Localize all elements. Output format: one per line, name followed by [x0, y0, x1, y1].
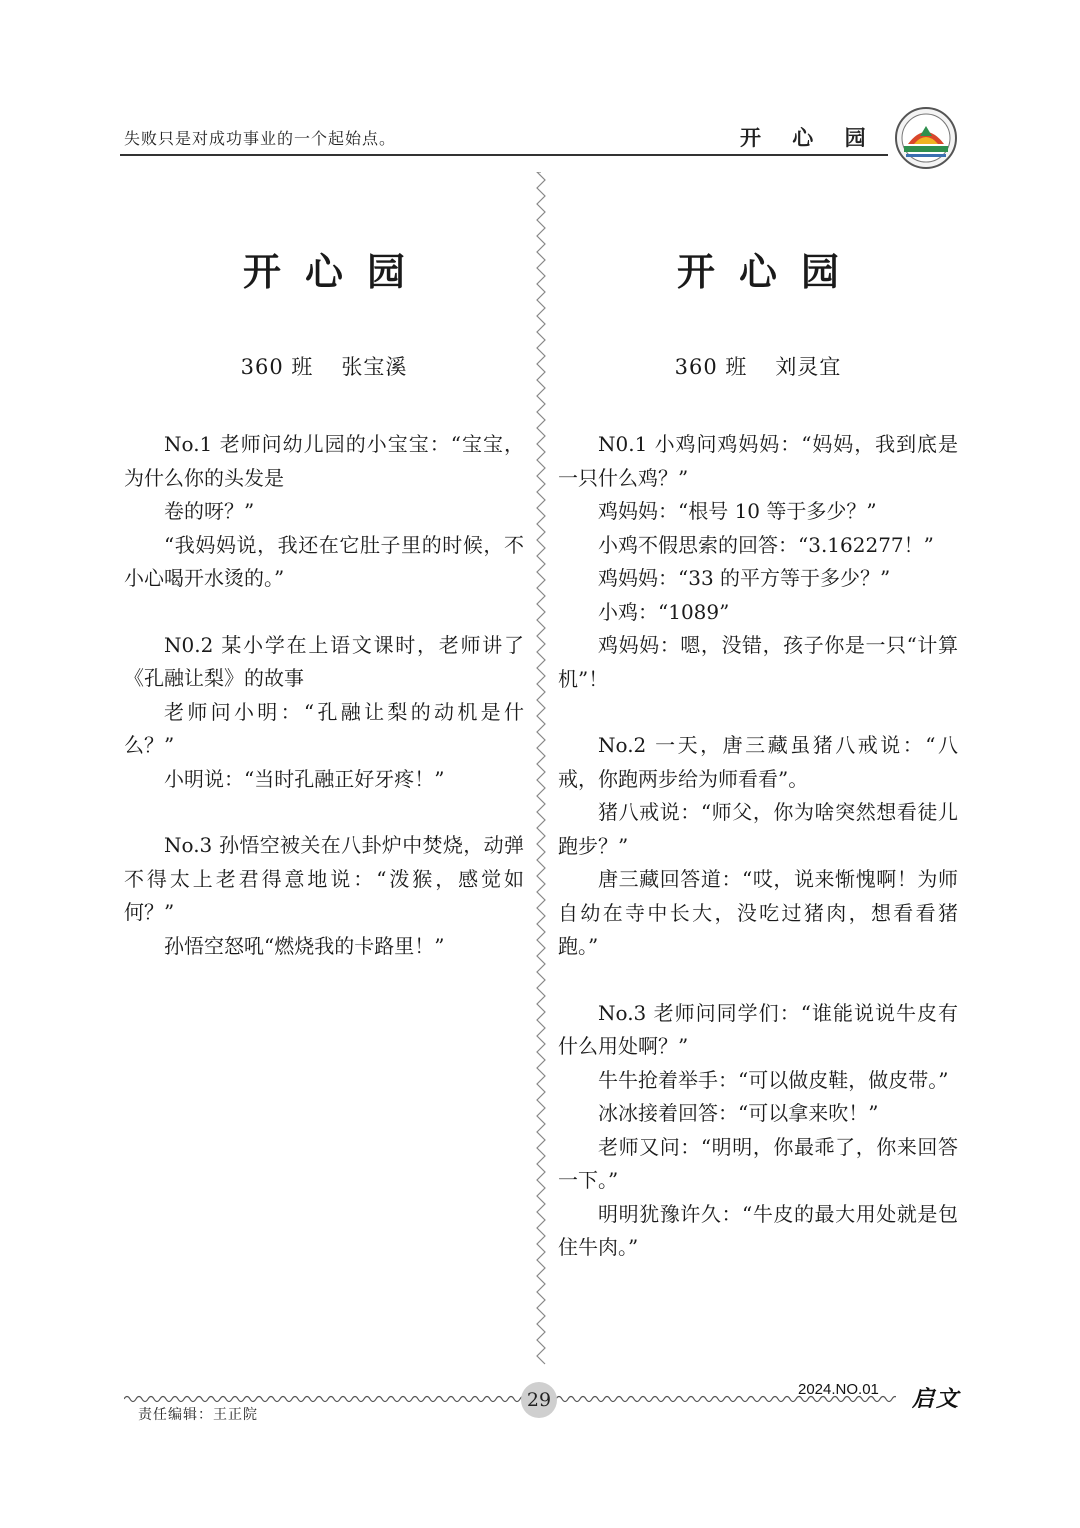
joke-paragraph: No.3 孙悟空被关在八卦炉中焚烧，动弹不得太上老君得意地说：“泼猴，感觉如何？”: [124, 833, 524, 924]
right-joke-3: [558, 997, 958, 1265]
joke-paragraph: No.3 老师问同学们：“谁能说说牛皮有什么用处啊？”: [558, 1000, 958, 1058]
joke-paragraph: 鸡妈妈：“根号 10 等于多少？”: [598, 499, 877, 523]
right-column: [558, 240, 958, 1298]
joke-paragraph: “我妈妈说，我还在它肚子里的时候，不小心喝开水烫的。”: [124, 532, 524, 590]
page-number-badge: [521, 1382, 557, 1418]
right-class: 360 班: [674, 355, 748, 379]
page-header: [0, 0, 1080, 180]
joke-paragraph: N0.1 小鸡问鸡妈妈：“妈妈，我到底是一只什么鸡？”: [558, 432, 958, 490]
page-footer: [0, 1380, 1080, 1440]
header-motto: 失败只是对成功事业的一个起始点。: [124, 129, 397, 148]
joke-paragraph: 明明犹豫许久：“牛皮的最大用处就是包住牛肉。”: [558, 1201, 958, 1259]
joke-paragraph: 鸡妈妈：“33 的平方等于多少？”: [598, 566, 891, 590]
left-column: [124, 240, 524, 996]
joke-paragraph: 牛牛抢着举手：“可以做皮鞋，做皮带。”: [598, 1067, 949, 1092]
header-rule: [120, 154, 888, 156]
column-divider: [534, 172, 548, 1368]
left-byline: [124, 352, 524, 382]
joke-paragraph: 小明说：“当时孔融正好牙疼！”: [164, 766, 445, 791]
issue-number: 2024.NO.01: [798, 1381, 879, 1398]
left-joke-3: [124, 829, 524, 963]
right-joke-2: [558, 729, 958, 964]
right-author: 刘灵宜: [775, 355, 842, 379]
left-joke-1: [124, 428, 524, 596]
left-joke-2: [124, 629, 524, 797]
responsible-editor: 责任编辑：王正院: [138, 1407, 258, 1423]
joke-paragraph: N0.2 某小学在上语文课时，老师讲了《孔融让梨》的故事: [124, 632, 524, 690]
joke-paragraph: 冰冰接着回答：“可以拿来吹！”: [598, 1101, 879, 1125]
joke-paragraph: 小鸡不假思索的回答：“3.162277！”: [598, 532, 934, 557]
joke-paragraph: 孙悟空怒吼“燃烧我的卡路里！”: [164, 933, 445, 958]
joke-paragraph: 小鸡：“1089”: [598, 599, 730, 624]
right-jokes: [558, 428, 958, 1265]
joke-paragraph: 鸡妈妈：嗯，没错，孩子你是一只“计算机”！: [558, 633, 958, 691]
left-author: 张宝溪: [341, 355, 408, 379]
header-section-name: 开 心 园: [740, 125, 878, 150]
right-title: 开心园: [676, 249, 863, 294]
right-joke-1: [558, 428, 958, 696]
joke-paragraph: No.2 一天，唐三藏虽猪八戒说：“八戒，你跑两步给为师看看”。: [558, 733, 958, 791]
joke-paragraph: 猪八戒说：“师父，你为啥突然想看徒儿跑步？”: [558, 800, 958, 858]
journal-name: 启文: [912, 1386, 961, 1412]
joke-paragraph: No.1 老师问幼儿园的小宝宝：“宝宝，为什么你的头发是: [124, 432, 524, 490]
joke-paragraph: 老师又问：“明明，你最乖了，你来回答一下。”: [558, 1134, 958, 1192]
right-byline: [558, 352, 958, 382]
joke-paragraph: 老师问小明：“孔融让梨的动机是什么？”: [124, 699, 524, 757]
joke-paragraph: 唐三藏回答道：“哎，说来惭愧啊！为师自幼在寺中长大，没吃过猪肉，想看看猪跑。”: [558, 867, 958, 958]
page-number: 29: [526, 1389, 552, 1411]
left-title: 开心园: [242, 249, 429, 294]
left-class: 360 班: [240, 355, 314, 379]
left-jokes: [124, 428, 524, 963]
school-logo-icon: [894, 106, 958, 170]
joke-paragraph: 卷的呀？”: [164, 499, 255, 523]
